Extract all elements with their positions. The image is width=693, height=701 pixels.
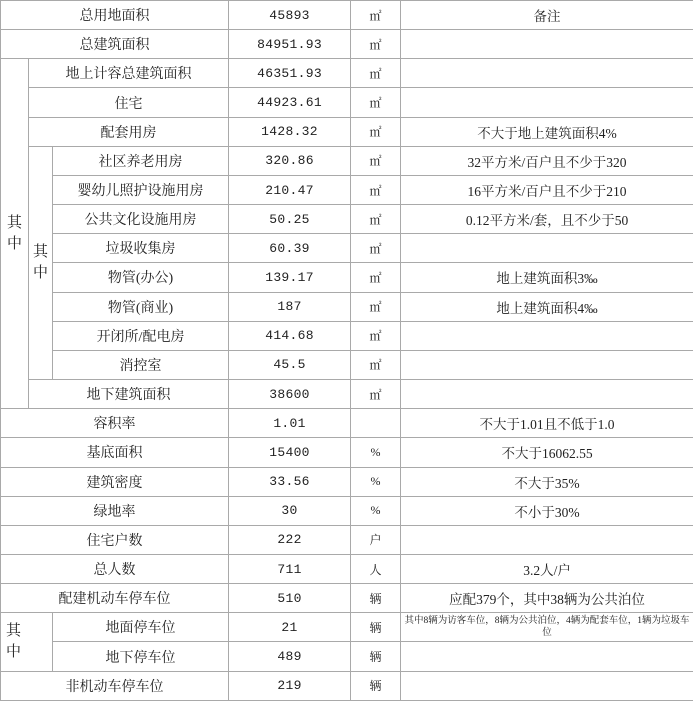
row-note <box>401 380 693 409</box>
row-label: 开闭所/配电房 <box>53 321 229 350</box>
row-label: 地面停车位 <box>53 613 229 642</box>
row-unit: % <box>351 438 401 467</box>
row-note <box>401 525 693 554</box>
row-value: 219 <box>229 671 351 700</box>
row-label: 地下建筑面积 <box>29 380 229 409</box>
row-value: 60.39 <box>229 234 351 263</box>
row-value: 45893 <box>229 1 351 30</box>
group-label-building <box>1 59 29 409</box>
table-row <box>1 175 693 204</box>
row-label: 婴幼儿照护设施用房 <box>53 175 229 204</box>
row-unit: ㎡ <box>351 88 401 117</box>
row-value: 1428.32 <box>229 117 351 146</box>
table-row <box>1 263 693 292</box>
row-note: 地上建筑面积3‰ <box>401 263 693 292</box>
row-value: 320.86 <box>229 146 351 175</box>
row-note: 应配379个，其中38辆为公共泊位 <box>401 584 693 613</box>
row-note: 地上建筑面积4‰ <box>401 292 693 321</box>
table-row <box>1 59 693 88</box>
row-value: 38600 <box>229 380 351 409</box>
table-row <box>1 321 693 350</box>
row-label: 容积率 <box>1 409 229 438</box>
row-unit <box>351 409 401 438</box>
row-value: 510 <box>229 584 351 613</box>
row-unit: ㎡ <box>351 350 401 379</box>
row-label: 社区养老用房 <box>53 146 229 175</box>
table-row <box>1 642 693 671</box>
group-label-text: 其中 <box>7 214 23 252</box>
row-label: 地下停车位 <box>53 642 229 671</box>
row-value: 46351.93 <box>229 59 351 88</box>
row-note: 32平方米/百户且不少于320 <box>401 146 693 175</box>
row-note <box>401 234 693 263</box>
row-value: 489 <box>229 642 351 671</box>
table-row <box>1 234 693 263</box>
row-label: 地上计容总建筑面积 <box>29 59 229 88</box>
table-row <box>1 350 693 379</box>
row-value: 711 <box>229 554 351 583</box>
row-value: 50.25 <box>229 205 351 234</box>
row-value: 187 <box>229 292 351 321</box>
table-row <box>1 496 693 525</box>
table-row <box>1 117 693 146</box>
table-row <box>1 292 693 321</box>
row-note: 不大于16062.55 <box>401 438 693 467</box>
row-value: 414.68 <box>229 321 351 350</box>
table-row <box>1 1 693 30</box>
row-unit: 户 <box>351 525 401 554</box>
row-note: 其中8辆为访客车位，8辆为公共泊位，4辆为配套车位，1辆为垃圾车位 <box>401 613 693 642</box>
table-row <box>1 205 693 234</box>
notes-header: 备注 <box>401 1 693 30</box>
row-unit: ㎡ <box>351 117 401 146</box>
row-label: 基底面积 <box>1 438 229 467</box>
row-label: 建筑密度 <box>1 467 229 496</box>
row-note <box>401 350 693 379</box>
table-row <box>1 146 693 175</box>
row-value: 21 <box>229 613 351 642</box>
table-row <box>1 467 693 496</box>
row-label: 物管(商业) <box>53 292 229 321</box>
group-label-parking <box>1 613 53 671</box>
row-label: 非机动车停车位 <box>1 671 229 700</box>
row-note: 3.2人/户 <box>401 554 693 583</box>
row-unit: 辆 <box>351 671 401 700</box>
row-label: 住宅户数 <box>1 525 229 554</box>
row-label: 总人数 <box>1 554 229 583</box>
row-unit: ㎡ <box>351 175 401 204</box>
row-note <box>401 321 693 350</box>
row-value: 84951.93 <box>229 30 351 59</box>
table-row <box>1 409 693 438</box>
row-unit: 辆 <box>351 642 401 671</box>
row-note: 0.12平方米/套，且不少于50 <box>401 205 693 234</box>
row-unit: % <box>351 496 401 525</box>
table-row <box>1 30 693 59</box>
table-row <box>1 671 693 700</box>
table-row <box>1 584 693 613</box>
row-unit: ㎡ <box>351 1 401 30</box>
row-unit: ㎡ <box>351 30 401 59</box>
row-label: 总用地面积 <box>1 1 229 30</box>
row-unit: ㎡ <box>351 263 401 292</box>
row-note: 不小于30% <box>401 496 693 525</box>
row-value: 30 <box>229 496 351 525</box>
row-unit: ㎡ <box>351 380 401 409</box>
row-value: 139.17 <box>229 263 351 292</box>
table-row <box>1 613 693 642</box>
table-row <box>1 525 693 554</box>
row-note <box>401 671 693 700</box>
row-value: 210.47 <box>229 175 351 204</box>
row-unit: 辆 <box>351 613 401 642</box>
table-row <box>1 438 693 467</box>
row-label: 配套用房 <box>29 117 229 146</box>
row-value: 44923.61 <box>229 88 351 117</box>
row-label: 垃圾收集房 <box>53 234 229 263</box>
row-unit: ㎡ <box>351 205 401 234</box>
row-value: 1.01 <box>229 409 351 438</box>
row-value: 222 <box>229 525 351 554</box>
row-note <box>401 59 693 88</box>
row-label: 物管(办公) <box>53 263 229 292</box>
row-unit: 人 <box>351 554 401 583</box>
row-note: 不大于地上建筑面积4% <box>401 117 693 146</box>
row-note <box>401 642 693 671</box>
table-row <box>1 554 693 583</box>
group-label-facilities <box>29 146 53 379</box>
row-label: 消控室 <box>53 350 229 379</box>
group-label-text: 其中 <box>6 622 22 660</box>
row-unit: % <box>351 467 401 496</box>
group-label-text: 其中 <box>33 243 49 281</box>
row-label: 绿地率 <box>1 496 229 525</box>
row-note: 不大于35% <box>401 467 693 496</box>
row-unit: ㎡ <box>351 59 401 88</box>
row-unit: ㎡ <box>351 234 401 263</box>
row-note: 16平方米/百户且不少于210 <box>401 175 693 204</box>
row-unit: ㎡ <box>351 146 401 175</box>
row-note: 不大于1.01且不低于1.0 <box>401 409 693 438</box>
row-unit: ㎡ <box>351 292 401 321</box>
table-row <box>1 88 693 117</box>
row-label: 配建机动车停车位 <box>1 584 229 613</box>
row-value: 15400 <box>229 438 351 467</box>
row-label: 总建筑面积 <box>1 30 229 59</box>
row-value: 33.56 <box>229 467 351 496</box>
row-unit: 辆 <box>351 584 401 613</box>
table-row <box>1 380 693 409</box>
row-note <box>401 88 693 117</box>
row-unit: ㎡ <box>351 321 401 350</box>
row-value: 45.5 <box>229 350 351 379</box>
row-note <box>401 30 693 59</box>
row-label: 公共文化设施用房 <box>53 205 229 234</box>
row-label: 住宅 <box>29 88 229 117</box>
